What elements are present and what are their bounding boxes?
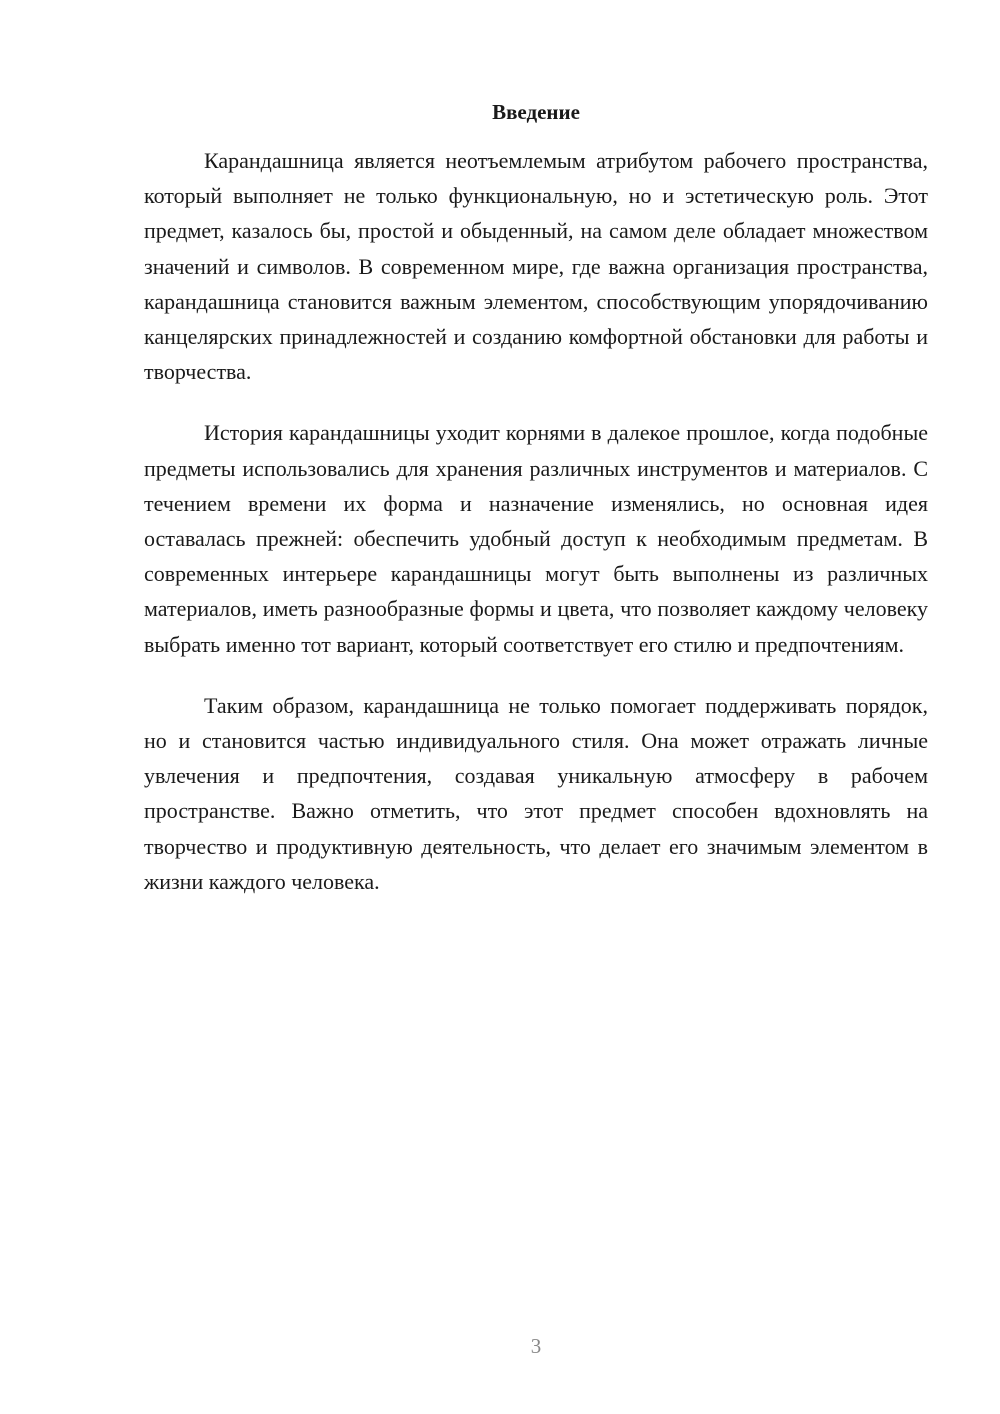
paragraph-2: История карандашницы уходит корнями в далекое прошлое, когда подобные предметы использовались для хранения различных инструментов и материалов. С течением времени их форма и назначение изменялись, но основная идея оставалась прежней: обеспечить удобный доступ к необходимым предметам. В современных интерьере карандашницы могут быть выполнены из различных материалов, иметь разнообразные формы и цвета, что позволяет каждому человеку выбрать именно тот вариант, который соответствует его стилю и предпочтениям. [144,420,928,657]
paragraph-1: Карандашница является неотъемлемым атрибутом рабочего пространства, который выполняет не только функциональную, но и эстетическую роль. Этот предмет, казалось бы, простой и обыденный, на самом деле обладает множеством значений и символов. В современном мире, где важна организация пространства, карандашница становится важным элементом, способствующим упорядочиванию канцелярских принадлежностей и созданию комфортной обстановки для работы и творчества. [144,148,928,385]
paragraph-3: Таким образом, карандашница не только помогает поддерживать порядок, но и становится частью индивидуального стиля. Она может отражать личные увлечения и предпочтения, создавая уникальную атмосферу в рабочем пространстве. Важно отметить, что этот предмет способен вдохновлять на творчество и продуктивную деятельность, что делает его значимым элементом в жизни каждого человека. [144,692,928,894]
body-text [144,143,928,925]
section-title: Введение [492,100,580,124]
page-number: 3 [530,1334,542,1358]
